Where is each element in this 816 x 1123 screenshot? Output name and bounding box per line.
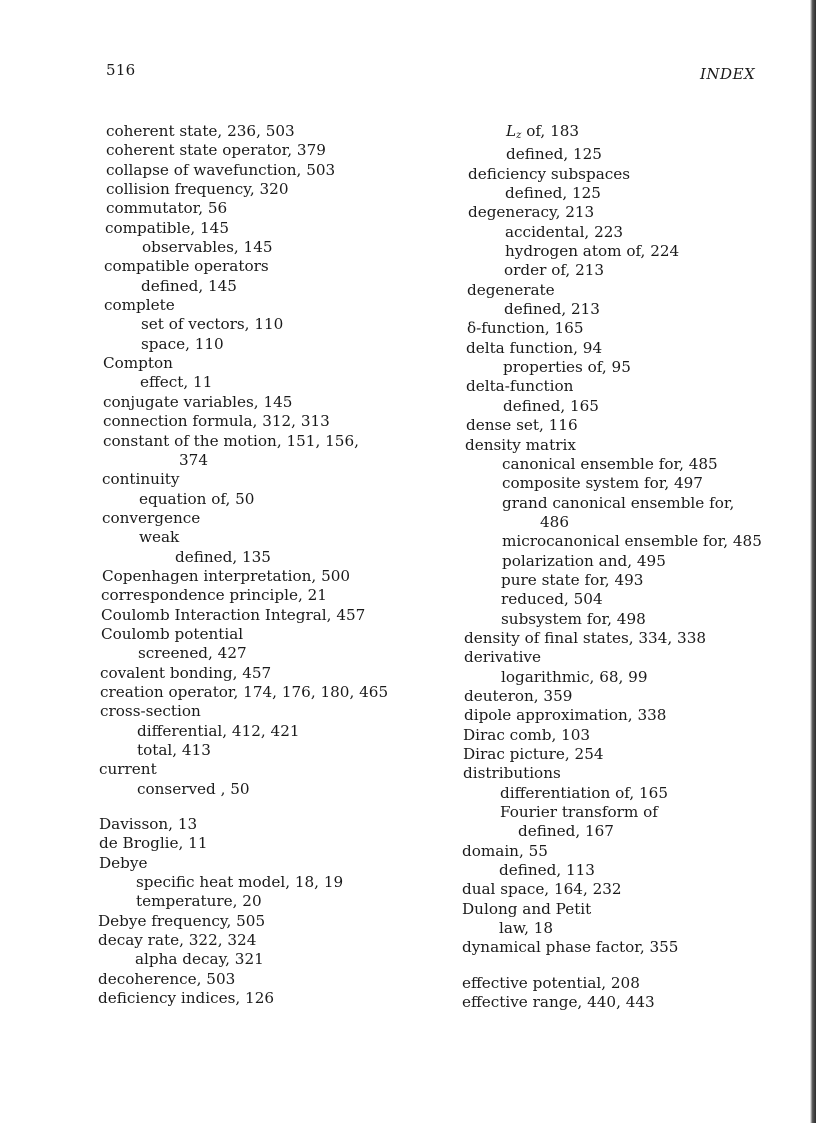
- index-entry: creation operator, 174, 176, 180, 465: [100, 682, 389, 701]
- index-entry: density matrix: [465, 435, 576, 454]
- index-entry: domain, 55: [462, 841, 548, 860]
- index-subentry: order of, 213: [504, 261, 605, 280]
- index-subentry: accidental, 223: [505, 222, 624, 241]
- scan-edge-shadow: [810, 0, 816, 1123]
- index-subentry: $L_z$ of, 183: [506, 122, 580, 141]
- index-entry: compatible operators: [104, 257, 269, 276]
- index-entry: effective range, 440, 443: [462, 993, 655, 1012]
- index-entry: continuity: [102, 470, 180, 489]
- index-entry: collision frequency, 320: [106, 180, 289, 199]
- index-subentry: defined, 125: [506, 145, 602, 164]
- index-entry: density of final states, 334, 338: [464, 628, 707, 647]
- index-subentry: hydrogen atom of, 224: [505, 242, 680, 261]
- index-subentry: total, 413: [137, 741, 211, 759]
- index-subentry: space, 110: [141, 334, 224, 353]
- index-entry: derivative: [464, 648, 541, 667]
- index-entry: cross-section: [100, 702, 201, 721]
- index-entry: deuteron, 359: [464, 686, 573, 705]
- index-entry: constant of the motion, 151, 156,: [103, 431, 359, 450]
- index-entry: covalent bonding, 457: [100, 663, 272, 682]
- index-column-left: [98, 122, 418, 1008]
- index-entry: Dulong and Petit: [462, 899, 592, 918]
- index-subentry: logarithmic, 68, 99: [501, 667, 648, 686]
- index-entry: Compton: [103, 354, 173, 373]
- index-subentry: defined, 165: [503, 396, 599, 415]
- index-entry: coherent state operator, 379: [106, 141, 326, 160]
- index-subentry: differentiation of, 165: [500, 783, 668, 802]
- index-entry: convergence: [102, 508, 201, 527]
- index-subentry: specific heat model, 18, 19: [136, 873, 344, 892]
- index-subentry: effect, 11: [140, 373, 213, 392]
- index-subsubentry: defined, 167: [518, 822, 614, 841]
- index-entry: Debye: [99, 853, 148, 872]
- index-entry: degenerate: [467, 280, 555, 299]
- index-subentry: law, 18: [499, 919, 554, 938]
- index-subentry: defined, 213: [504, 300, 600, 319]
- index-subentry: subsystem for, 498: [501, 609, 646, 628]
- index-entry: compatible, 145: [105, 218, 229, 237]
- index-entry: degeneracy, 213: [468, 203, 595, 222]
- index-subentry: canonical ensemble for, 485: [502, 454, 718, 473]
- index-subentry: alpha decay, 321: [135, 950, 264, 969]
- index-entry: deficiency subspaces: [468, 164, 631, 183]
- index-subentry: microcanonical ensemble for, 485: [502, 532, 762, 551]
- index-entry: Copenhagen interpretation, 500: [102, 566, 351, 585]
- index-entry: de Broglie, 11: [99, 834, 208, 853]
- index-subentry: conserved , 50: [137, 779, 250, 798]
- index-entry: Davisson, 13: [99, 815, 198, 834]
- index-entry: correspondence principle, 21: [101, 586, 327, 605]
- index-entry: dipole approximation, 338: [464, 706, 667, 725]
- index-subentry: reduced, 504: [501, 590, 603, 609]
- index-entry: dual space, 164, 232: [462, 880, 622, 899]
- index-subentry: differential, 412, 421: [137, 721, 300, 740]
- index-entry: Dirac picture, 254: [463, 745, 604, 763]
- index-column-right: [462, 122, 777, 1012]
- index-entry: effective potential, 208: [462, 973, 640, 992]
- index-entry: Coulomb potential: [101, 624, 244, 643]
- index-subentry: polarization and, 495: [502, 551, 666, 570]
- index-entry: dynamical phase factor, 355: [462, 938, 679, 957]
- index-entry: dense set, 116: [466, 416, 578, 435]
- index-subsubentry: defined, 135: [175, 547, 271, 566]
- index-entry: delta-function: [466, 377, 574, 396]
- index-subentry: observables, 145: [142, 238, 273, 257]
- index-entry: decay rate, 322, 324: [98, 931, 257, 950]
- index-entry: deficiency indices, 126: [98, 989, 275, 1008]
- index-subentry: screened, 427: [138, 644, 247, 663]
- index-subentry: properties of, 95: [503, 358, 631, 377]
- index-entry: Dirac comb, 103: [463, 725, 591, 744]
- index-entry: conjugate variables, 145: [103, 392, 293, 411]
- index-entry: coherent state, 236, 503: [106, 122, 295, 140]
- index-entry: complete: [104, 296, 175, 315]
- index-subentry: defined, 145: [141, 276, 237, 295]
- index-entry: connection formula, 312, 313: [103, 412, 330, 431]
- index-entry: Debye frequency, 505: [98, 911, 266, 930]
- index-subsubentry: 486: [540, 512, 569, 531]
- running-head: INDEX: [700, 65, 756, 83]
- index-entry: commutator, 56: [106, 199, 228, 218]
- index-subentry: weak: [139, 528, 180, 547]
- index-subentry: temperature, 20: [136, 892, 262, 911]
- index-entry: current: [99, 760, 157, 779]
- math-symbol: $L_z$: [506, 122, 522, 141]
- index-entry: δ-function, 165: [467, 319, 584, 338]
- index-entry: delta function, 94: [466, 338, 603, 357]
- index-entry: distributions: [463, 764, 561, 783]
- index-subentry: defined, 113: [499, 861, 595, 880]
- index-entry: collapse of wavefunction, 503: [106, 160, 336, 179]
- index-subentry: set of vectors, 110: [141, 315, 284, 334]
- page-number: 516: [106, 61, 136, 79]
- index-subentry: composite system for, 497: [502, 474, 703, 493]
- index-subentry: defined, 125: [505, 184, 601, 203]
- index-entry: decoherence, 503: [98, 969, 236, 988]
- index-entry: Coulomb Interaction Integral, 457: [101, 605, 366, 624]
- index-subentry: pure state for, 493: [501, 570, 644, 589]
- index-subsubentry: 374: [179, 450, 208, 469]
- index-subentry: Fourier transform of: [500, 803, 658, 822]
- index-subentry: equation of, 50: [139, 489, 255, 508]
- index-subentry: grand canonical ensemble for,: [502, 493, 735, 512]
